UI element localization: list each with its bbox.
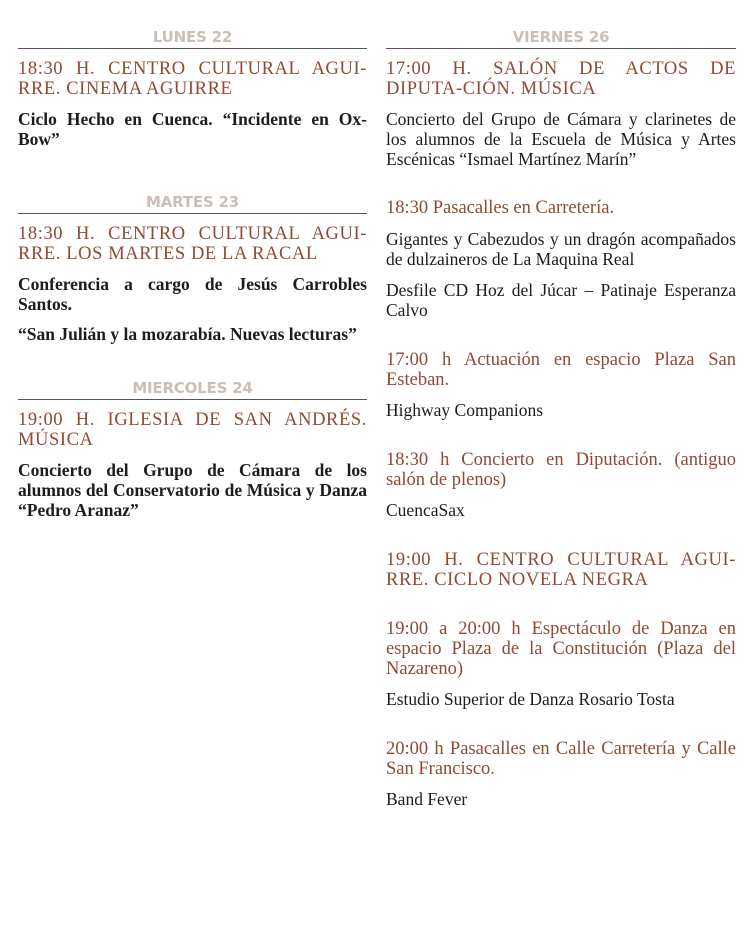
event-description: Concierto del Grupo de Cámara y clarinetes de los alumnos de la Escuela de Música y Artes Escénicas “Ismael Martínez Marín” bbox=[386, 109, 736, 169]
event-title: 18:30 Pasacalles en Carretería. bbox=[386, 198, 615, 218]
event-description: Band Fever bbox=[386, 789, 468, 809]
event-title: 18:30 H. CENTRO CULTURAL AGUI-RRE. LOS MARTES DE LA RACAL bbox=[18, 224, 367, 264]
event-description: Estudio Superior de Danza Rosario Tosta bbox=[386, 689, 675, 709]
day-header-label: LUNES 22 bbox=[152, 28, 233, 46]
event-description: Desfile CD Hoz del Júcar – Patinaje Esperanza Calvo bbox=[386, 280, 736, 320]
day-header-miercoles bbox=[18, 377, 367, 400]
event-title: 17:00 H. SALÓN DE ACTOS DE DIPUTA-CIÓN. MÚSICA bbox=[386, 59, 736, 99]
event-description: Highway Companions bbox=[386, 400, 544, 420]
day-header-viernes bbox=[386, 26, 736, 49]
day-header-label: VIERNES 26 bbox=[512, 28, 610, 46]
event-description: Ciclo Hecho en Cuenca. “Incidente en Ox-Bow” bbox=[18, 109, 367, 149]
day-header-lunes bbox=[18, 26, 367, 49]
event-description: Conferencia a cargo de Jesús Carrobles Santos. bbox=[18, 274, 367, 314]
event-title: 19:00 H. CENTRO CULTURAL AGUI-RRE. CICLO NOVELA NEGRA bbox=[386, 550, 736, 590]
right-column bbox=[386, 26, 736, 809]
event-description: Concierto del Grupo de Cámara de los alumnos del Conservatorio de Música y Danza “Pedro Aranaz” bbox=[18, 460, 367, 520]
day-header-martes bbox=[18, 191, 367, 214]
event-title: 20:00 h Pasacalles en Calle Carretería y Calle San Francisco. bbox=[386, 739, 736, 779]
event-title: 19:00 a 20:00 h Espectáculo de Danza en espacio Plaza de la Constitución (Plaza del Nazareno) bbox=[386, 619, 736, 679]
event-description: CuencaSax bbox=[386, 500, 465, 520]
event-title: 18:30 h Concierto en Diputación. (antiguo salón de plenos) bbox=[386, 450, 736, 490]
event-title: 18:30 H. CENTRO CULTURAL AGUI-RRE. CINEMA AGUIRRE bbox=[18, 59, 367, 99]
event-title: 19:00 H. IGLESIA DE SAN ANDRÉS. MÚSICA bbox=[18, 410, 367, 450]
day-header-label: MARTES 23 bbox=[146, 193, 239, 211]
left-column bbox=[18, 26, 367, 520]
event-description: “San Julián y la mozarabía. Nuevas lecturas” bbox=[18, 324, 357, 344]
day-header-label: MIERCOLES 24 bbox=[132, 379, 253, 397]
event-title: 17:00 h Actuación en espacio Plaza San Esteban. bbox=[386, 350, 736, 390]
event-description: Gigantes y Cabezudos y un dragón acompañados de dulzaineros de La Maquina Real bbox=[386, 229, 736, 269]
